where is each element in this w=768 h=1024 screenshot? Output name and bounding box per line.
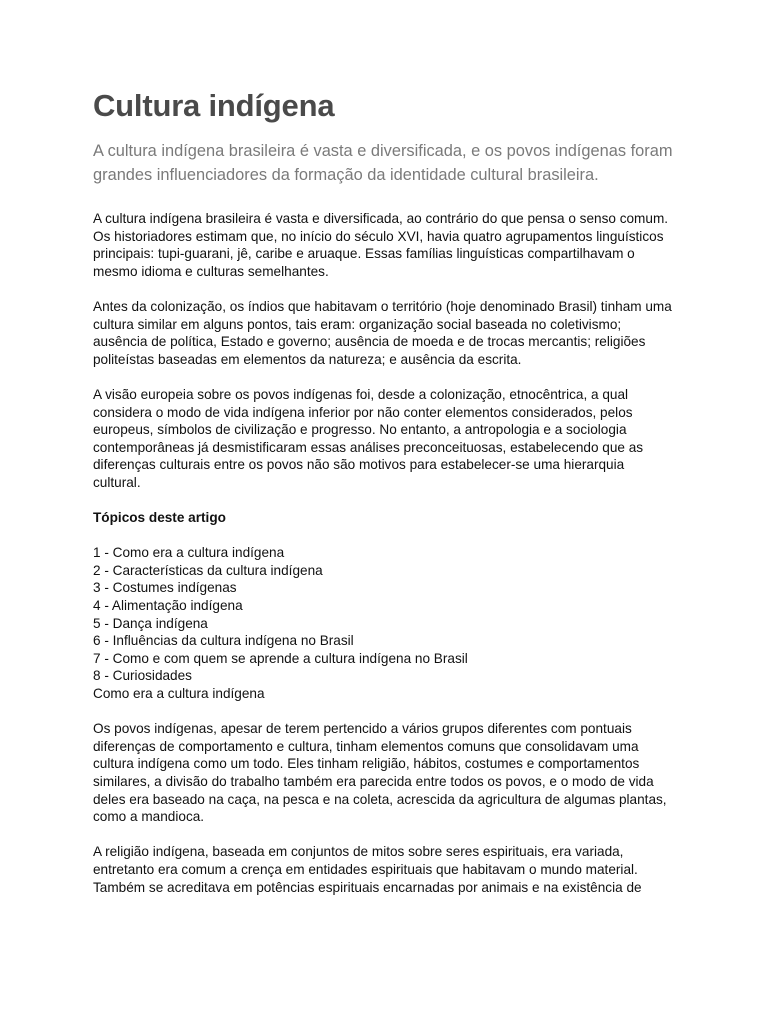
topic-item: 7 - Como e com quem se aprende a cultura indígena no Brasil bbox=[93, 650, 468, 666]
topics-list bbox=[93, 544, 673, 685]
topics-heading: Tópicos deste artigo bbox=[93, 510, 226, 526]
topic-item: 2 - Características da cultura indígena bbox=[93, 562, 323, 578]
section-heading: Como era a cultura indígena bbox=[93, 686, 265, 702]
topic-item: 3 - Costumes indígenas bbox=[93, 580, 237, 596]
topic-item: 5 - Dança indígena bbox=[93, 615, 208, 631]
article-body bbox=[93, 210, 673, 896]
paragraph: Os povos indígenas, apesar de terem pertencido a vários grupos diferentes com pontuais diferenças de comportamento e cultura, tinham elementos comuns que consolidavam uma cultura indígena como um todo. Eles tinham religião, hábitos, costumes e comportamentos similares, a divisão do trabalho também era parecida entre todos os povos, e o modo de vida deles era baseado na caça, na pesca e na coleta, acrescida da agricultura de algumas plantas, como a mandioca. bbox=[93, 721, 667, 825]
paragraph: A cultura indígena brasileira é vasta e diversificada, ao contrário do que pensa o senso comum. Os historiadores estimam que, no início do século XVI, havia quatro agrupamentos linguísticos principais: tupi-guarani, jê, caribe e aruaque. Essas famílias linguísticas compartilhavam o mesmo idioma e culturas semelhantes. bbox=[93, 211, 669, 279]
topic-item: 1 - Como era a cultura indígena bbox=[93, 545, 285, 561]
article-title: Cultura indígena bbox=[93, 88, 335, 123]
topic-item: 8 - Curiosidades bbox=[93, 668, 192, 684]
paragraph: A religião indígena, baseada em conjuntos de mitos sobre seres espirituais, era variada, entretanto era comum a crença em entidades espirituais que habitavam o mundo material. Também se acreditava em potências espirituais encarnadas por animais e na existência de bbox=[93, 844, 642, 895]
topic-item: 6 - Influências da cultura indígena no Brasil bbox=[93, 633, 354, 649]
paragraph: A visão europeia sobre os povos indígenas foi, desde a colonização, etnocêntrica, a qual considera o modo de vida indígena inferior por não conter elementos considerados, pelos europeus, símbolos de civilização e progresso. No entanto, a antropologia e a sociologia contemporâneas já desmistificaram essas análises preconceituosas, estabelecendo que as diferenças culturais entre os povos não são motivos para estabelecer-se uma hierarquia cultural. bbox=[93, 386, 644, 490]
paragraph: Antes da colonização, os índios que habitavam o território (hoje denominado Brasil) tinham uma cultura similar em alguns pontos, tais eram: organização social baseada no coletivismo; ausência de política, Estado e governo; ausência de moeda e de trocas mercantis; religiões politeístas baseadas em elementos da natureza; e ausência da escrita. bbox=[93, 298, 672, 367]
article-lead: A cultura indígena brasileira é vasta e diversificada, e os povos indígenas foram grandes influenciadores da formação da identidade cultural brasileira. bbox=[93, 142, 673, 184]
article bbox=[93, 88, 673, 896]
topic-item: 4 - Alimentação indígena bbox=[93, 598, 243, 614]
